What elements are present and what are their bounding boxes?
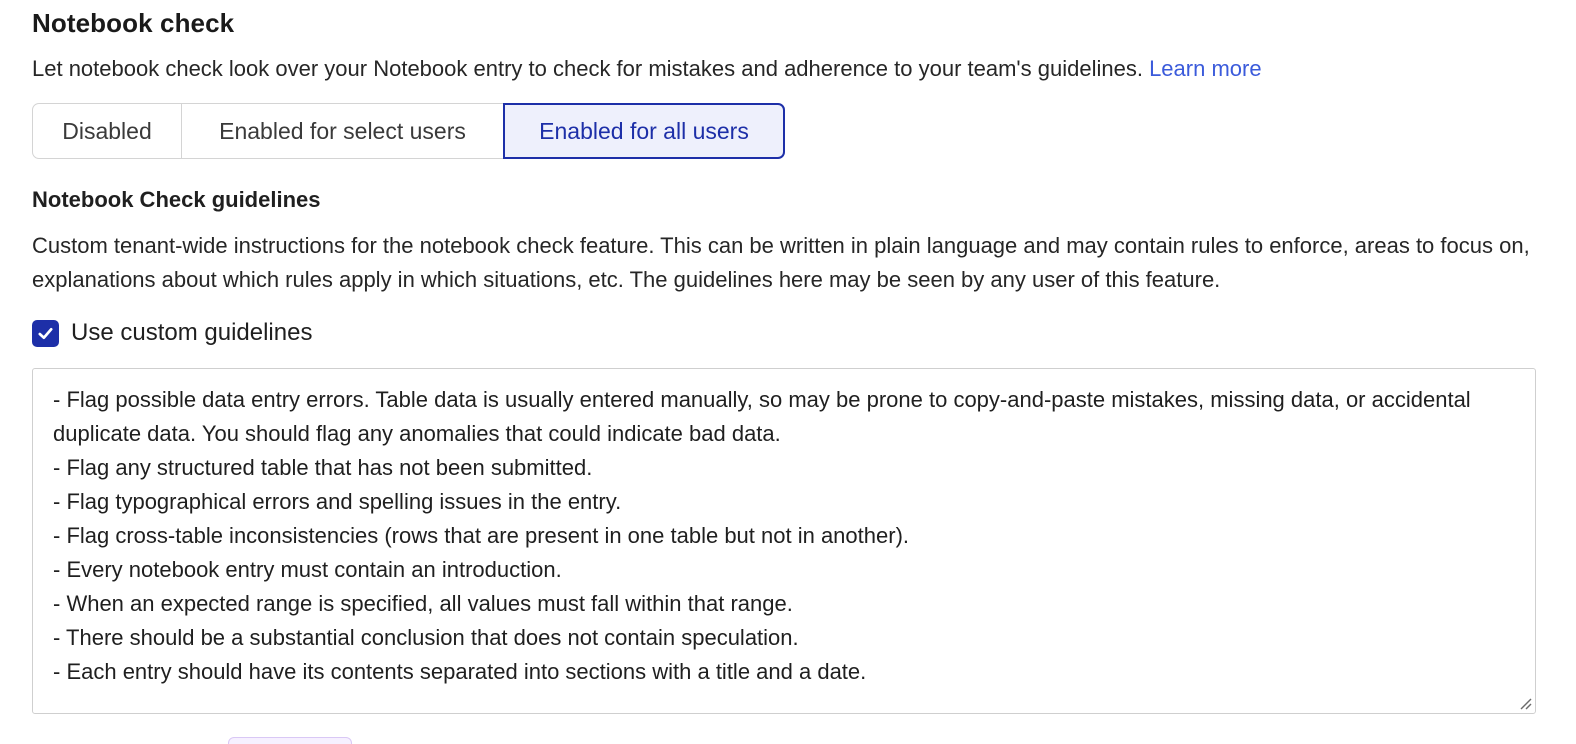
checkmark-icon — [36, 324, 55, 343]
learn-more-link[interactable]: Learn more — [1149, 56, 1262, 81]
use-custom-guidelines-checkbox[interactable] — [32, 320, 59, 347]
resize-handle-icon[interactable] — [1517, 695, 1533, 711]
use-custom-guidelines-row — [32, 318, 312, 348]
mode-segmented-control — [32, 103, 785, 159]
guidelines-textarea-content[interactable]: - Flag possible data entry errors. Table data is usually entered manually, so may be prone to copy-and-paste mistakes, missing data, or accidental duplicate data. You should flag any anomalies that could indicate bad data. - Flag any structured table that has not been submitted. - Flag typographical errors and spelling issues in the entry. - Flag cross-table inconsistencies (rows that are present in one table but not in another). - Every notebook entry must contain an introduction. - When an expected range is specified, all values must fall within that range. - There should be a substantial conclusion that does not contain speculation. - Each entry should have its contents separated into sections with a title and a date. — [53, 387, 1471, 684]
guidelines-textarea[interactable] — [32, 368, 1536, 714]
guidelines-title: Notebook Check guidelines — [32, 187, 321, 212]
guidelines-description: Custom tenant-wide instructions for the notebook check feature. This can be written in plain language and may contain rules to enforce, areas to focus on, explanations about which rules apply in which situations, etc. The guidelines here may be seen by any user of this feature. — [32, 233, 1530, 292]
section-description — [32, 56, 1262, 82]
mode-option-all-users[interactable]: Enabled for all users — [503, 103, 785, 159]
mode-option-select-users[interactable]: Enabled for select users — [182, 103, 504, 159]
section-description-text: Let notebook check look over your Notebook entry to check for mistakes and adherence to your team's guidelines. — [32, 56, 1143, 81]
mode-option-disabled[interactable]: Disabled — [32, 103, 182, 159]
save-button[interactable] — [228, 737, 352, 744]
section-title: Notebook check — [32, 8, 235, 38]
use-custom-guidelines-label[interactable]: Use custom guidelines — [71, 319, 313, 346]
